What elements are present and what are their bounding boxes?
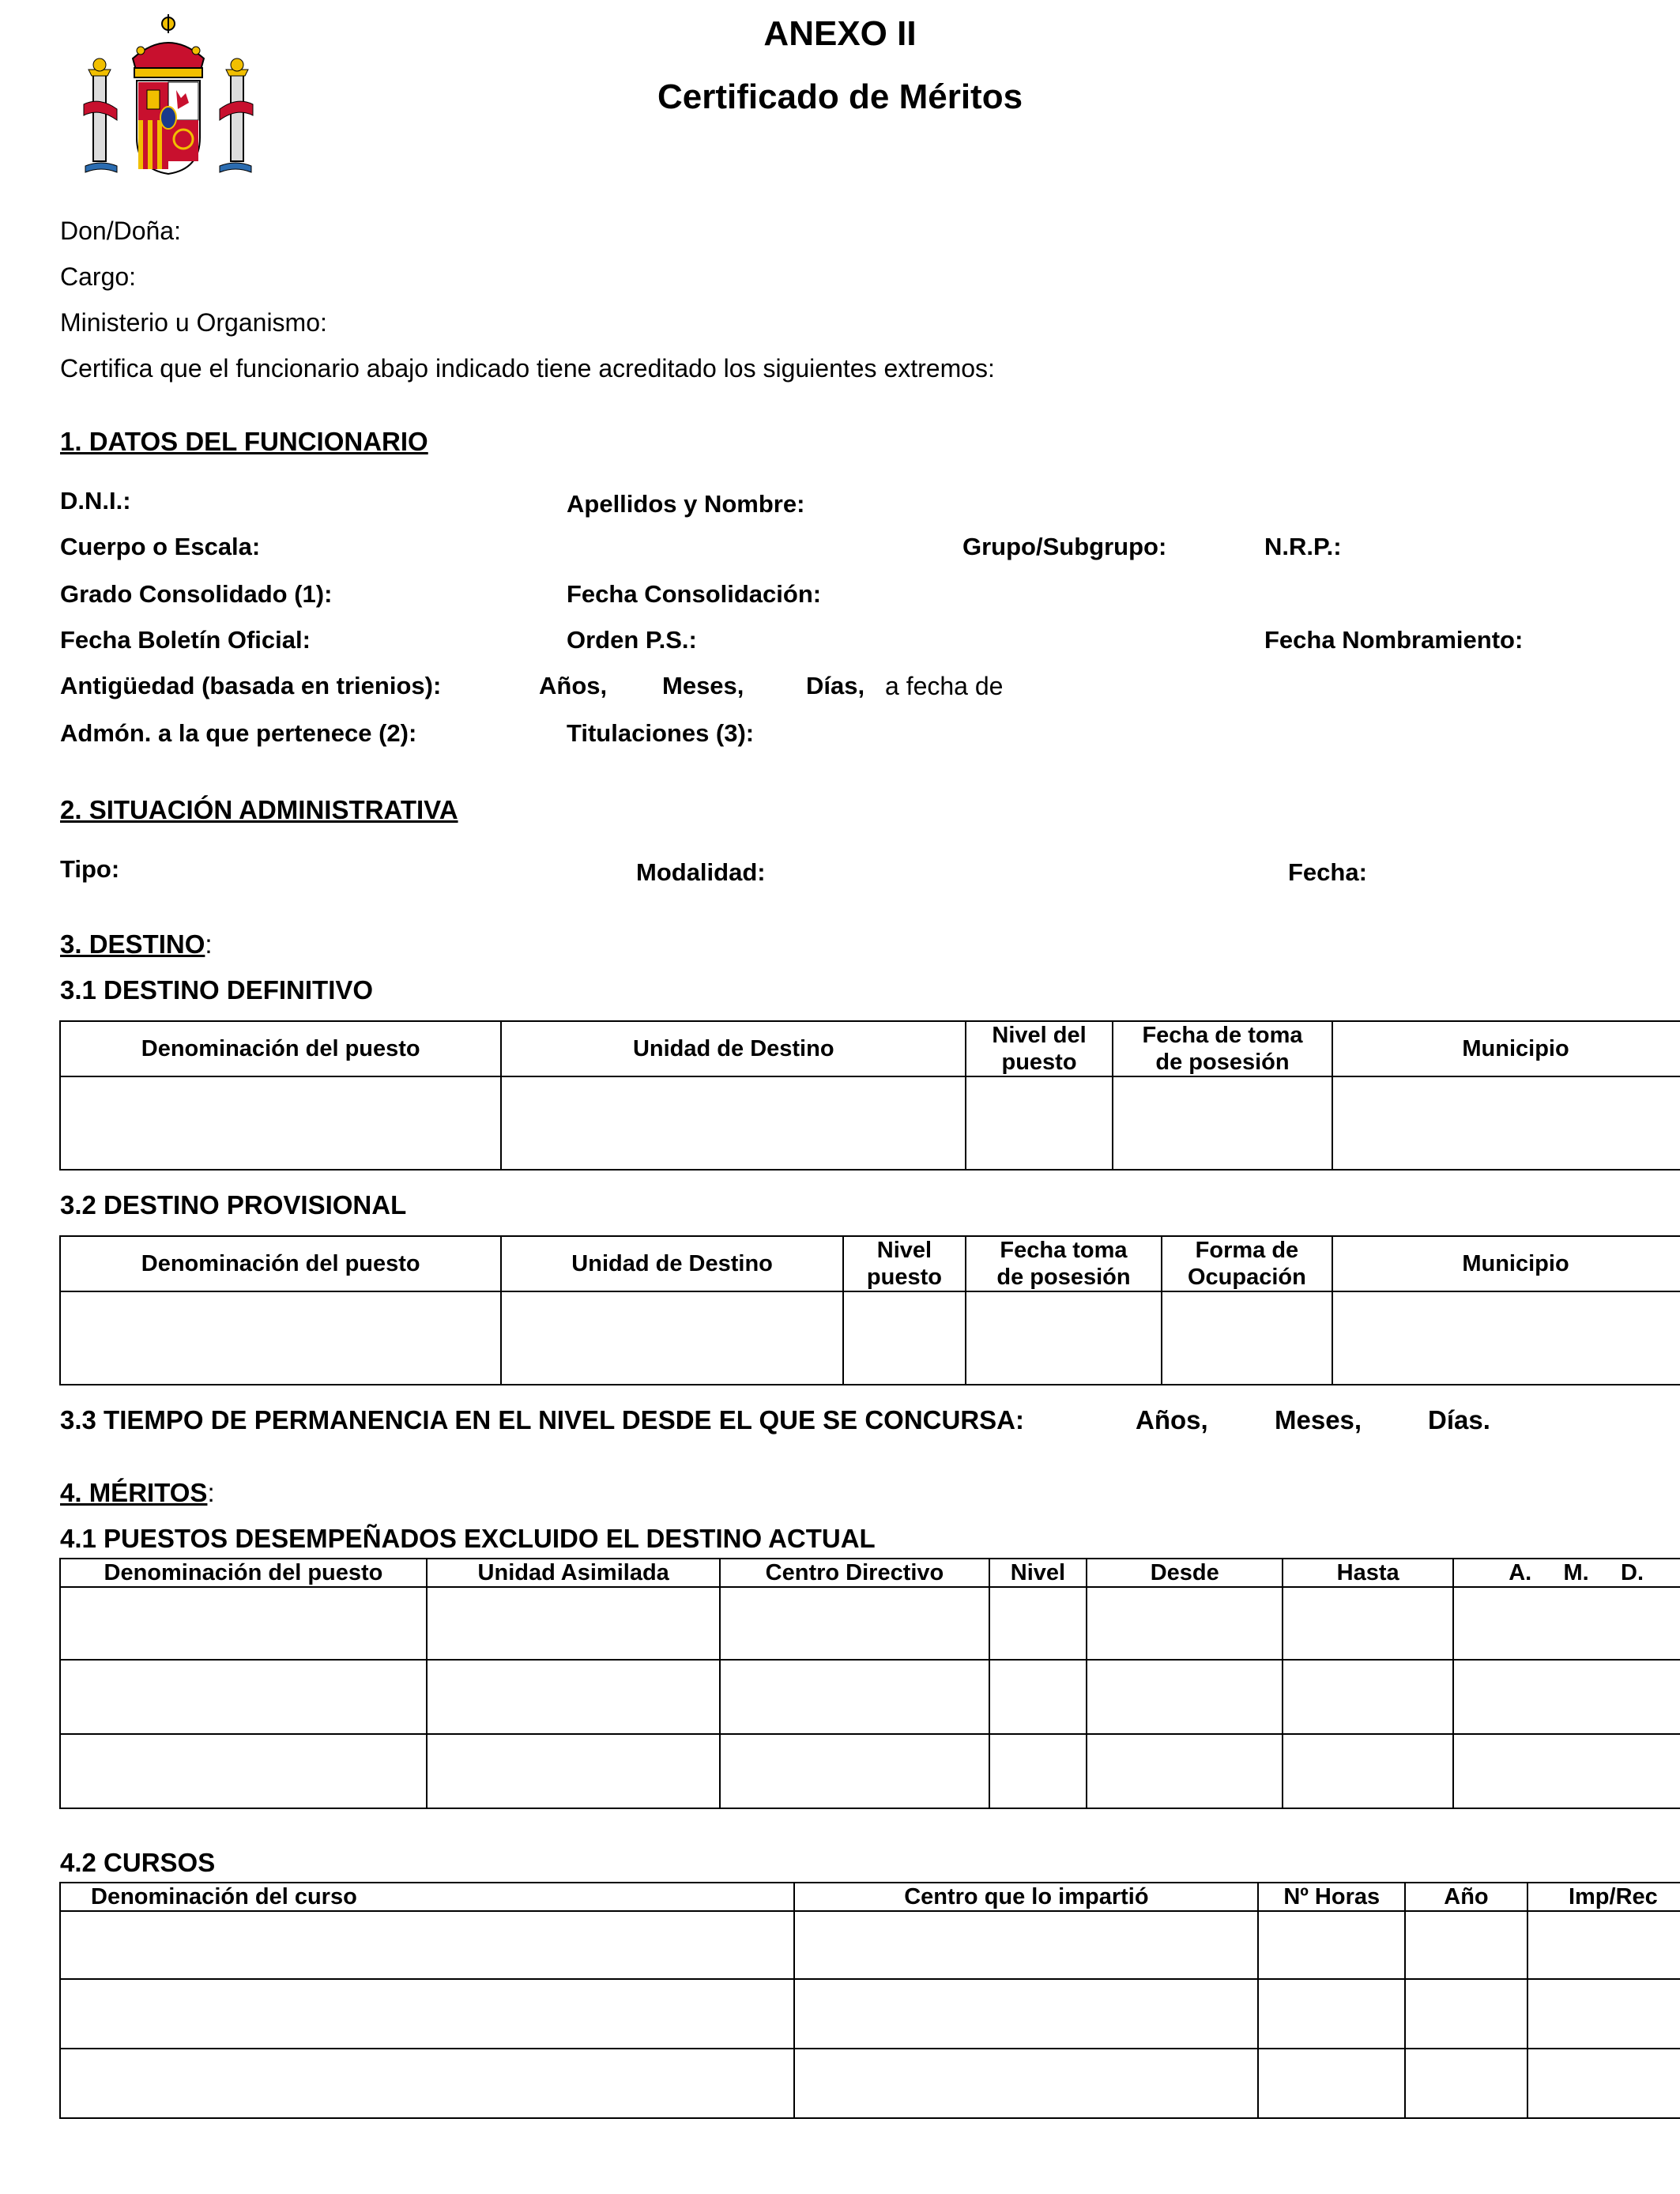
table-row: [60, 2049, 1680, 2118]
table-cell[interactable]: [794, 1911, 1258, 1979]
table-cell[interactable]: [1332, 1076, 1680, 1170]
table-cell[interactable]: [794, 1979, 1258, 2049]
table-cell[interactable]: [1087, 1660, 1283, 1734]
section-3-title: [60, 929, 213, 959]
definitive-destination-table: [59, 1020, 1680, 1171]
nrp-label: N.R.P.:: [1264, 533, 1342, 560]
table-header: Denominación del puesto: [60, 1236, 501, 1291]
certifier-name-label: Don/Doña:: [60, 217, 181, 245]
table-cell[interactable]: [1087, 1587, 1283, 1660]
table-row: [60, 1979, 1680, 2049]
table-header: Forma de Ocupación: [1162, 1236, 1332, 1291]
table-cell[interactable]: [60, 1734, 427, 1808]
section-4-1-title: 4.1 PUESTOS DESEMPEÑADOS EXCLUIDO EL DESTINO ACTUAL: [60, 1524, 876, 1553]
section-3-2-title: 3.2 DESTINO PROVISIONAL: [60, 1190, 407, 1220]
order-label: Orden P.S.:: [567, 626, 697, 654]
table-cell[interactable]: [60, 1979, 794, 2049]
table-cell[interactable]: [843, 1291, 966, 1385]
permanence-months-label: Meses,: [1275, 1405, 1362, 1434]
previous-positions-table: [59, 1558, 1680, 1809]
table-header: Centro Directivo: [720, 1559, 989, 1587]
corps-label: Cuerpo o Escala:: [60, 533, 261, 560]
table-cell[interactable]: [60, 2049, 794, 2118]
table-header: Nº Horas: [1258, 1883, 1405, 1911]
section-3-3-title: 3.3 TIEMPO DE PERMANENCIA EN EL NIVEL DESDE EL QUE SE CONCURSA:: [60, 1405, 1024, 1434]
seniority-months-label: Meses,: [662, 672, 744, 699]
table-cell[interactable]: [1453, 1734, 1680, 1808]
grade-label: Grado Consolidado (1):: [60, 580, 333, 608]
table-cell[interactable]: [720, 1587, 989, 1660]
provisional-destination-table: [59, 1235, 1680, 1385]
table-cell[interactable]: [501, 1291, 842, 1385]
section-4-title: [60, 1478, 215, 1508]
table-header: Nivel puesto: [843, 1236, 966, 1291]
table-cell[interactable]: [720, 1660, 989, 1734]
situation-date-label: Fecha:: [1288, 858, 1367, 886]
table-header: Nivel: [989, 1559, 1087, 1587]
table-cell[interactable]: [1405, 1979, 1527, 2049]
group-label: Grupo/Subgrupo:: [962, 533, 1167, 560]
section-4-title-text: 4. MÉRITOS: [60, 1478, 208, 1507]
degrees-label: Titulaciones (3):: [567, 719, 755, 747]
as-of-date-label: a fecha de: [885, 672, 1004, 700]
table-header: Denominación del puesto: [60, 1559, 427, 1587]
situation-type-label: Tipo:: [60, 855, 120, 883]
table-cell[interactable]: [989, 1660, 1087, 1734]
table-cell[interactable]: [1405, 2049, 1527, 2118]
table-header: Centro que lo impartió: [794, 1883, 1258, 1911]
administration-label: Admón. a la que pertenece (2):: [60, 719, 417, 747]
situation-modality-label: Modalidad:: [636, 858, 766, 886]
table-cell[interactable]: [966, 1076, 1113, 1170]
table-cell[interactable]: [60, 1587, 427, 1660]
table-cell[interactable]: [1162, 1291, 1332, 1385]
table-row: [60, 1076, 1680, 1170]
table-header: Imp/Rec: [1527, 1883, 1680, 1911]
table-header: Nivel del puesto: [966, 1021, 1113, 1076]
table-cell[interactable]: [1527, 1911, 1680, 1979]
certification-statement: Certifica que el funcionario abajo indicado tiene acreditado los siguientes extremos:: [60, 354, 995, 383]
bulletin-date-label: Fecha Boletín Oficial:: [60, 626, 311, 654]
table-row: [60, 1587, 1680, 1660]
table-header: Municipio: [1332, 1236, 1680, 1291]
section-3-title-text: 3. DESTINO: [60, 929, 205, 959]
permanence-days-label: Días.: [1428, 1405, 1490, 1434]
table-header: Unidad de Destino: [501, 1021, 966, 1076]
certifier-ministry-label: Ministerio u Organismo:: [60, 308, 327, 337]
table-cell[interactable]: [1283, 1660, 1453, 1734]
table-cell[interactable]: [1453, 1660, 1680, 1734]
table-header: Unidad Asimilada: [427, 1559, 721, 1587]
table-header: Municipio: [1332, 1021, 1680, 1076]
section-1-title: 1. DATOS DEL FUNCIONARIO: [60, 427, 428, 456]
section-3-1-title: 3.1 DESTINO DEFINITIVO: [60, 975, 374, 1005]
appointment-date-label: Fecha Nombramiento:: [1264, 626, 1524, 654]
seniority-years-label: Años,: [539, 672, 608, 699]
table-header: Desde: [1087, 1559, 1283, 1587]
table-cell[interactable]: [966, 1291, 1162, 1385]
table-cell[interactable]: [989, 1734, 1087, 1808]
seniority-label: Antigüedad (basada en trienios):: [60, 672, 442, 699]
table-cell[interactable]: [1527, 1979, 1680, 2049]
section-4-2-title: 4.2 CURSOS: [60, 1848, 216, 1877]
table-header: Fecha toma de posesión: [966, 1236, 1162, 1291]
dni-label: D.N.I.:: [60, 487, 131, 515]
grade-date-label: Fecha Consolidación:: [567, 580, 822, 608]
table-row: [60, 1291, 1680, 1385]
table-cell[interactable]: [989, 1587, 1087, 1660]
table-cell[interactable]: [427, 1660, 721, 1734]
table-cell[interactable]: [1258, 2049, 1405, 2118]
table-row: [60, 1911, 1680, 1979]
table-cell[interactable]: [1453, 1587, 1680, 1660]
table-header: Fecha de toma de posesión: [1113, 1021, 1332, 1076]
table-header: Hasta: [1283, 1559, 1453, 1587]
courses-table: [59, 1882, 1680, 2119]
section-4-title-colon: :: [207, 1478, 215, 1507]
table-cell[interactable]: [501, 1076, 966, 1170]
full-name-label: Apellidos y Nombre:: [567, 490, 805, 518]
table-cell[interactable]: [427, 1587, 721, 1660]
certifier-position-label: Cargo:: [60, 262, 137, 291]
document-title: Certificado de Méritos: [657, 77, 1023, 116]
table-cell[interactable]: [1283, 1587, 1453, 1660]
table-row: [60, 1734, 1680, 1808]
table-header: Denominación del puesto: [60, 1021, 501, 1076]
table-cell[interactable]: [794, 2049, 1258, 2118]
table-cell[interactable]: [1258, 1979, 1405, 2049]
table-cell[interactable]: [1087, 1734, 1283, 1808]
table-cell[interactable]: [60, 1660, 427, 1734]
table-cell[interactable]: [1283, 1734, 1453, 1808]
table-cell[interactable]: [1405, 1911, 1527, 1979]
table-cell[interactable]: [427, 1734, 721, 1808]
table-header: A. M. D.: [1453, 1559, 1680, 1587]
table-header: Denominación del curso: [60, 1883, 794, 1911]
section-2-title: 2. SITUACIÓN ADMINISTRATIVA: [60, 795, 458, 824]
table-cell[interactable]: [1332, 1291, 1680, 1385]
table-cell[interactable]: [1113, 1076, 1332, 1170]
table-cell[interactable]: [1527, 2049, 1680, 2118]
section-3-title-colon: :: [205, 929, 213, 959]
annex-title: ANEXO II: [763, 14, 917, 53]
table-cell[interactable]: [60, 1911, 794, 1979]
seniority-days-label: Días,: [806, 672, 865, 699]
table-cell[interactable]: [1258, 1911, 1405, 1979]
table-cell[interactable]: [60, 1076, 501, 1170]
table-header: Unidad de Destino: [501, 1236, 842, 1291]
table-cell[interactable]: [720, 1734, 989, 1808]
table-cell[interactable]: [60, 1291, 501, 1385]
permanence-years-label: Años,: [1136, 1405, 1208, 1434]
table-header: Año: [1405, 1883, 1527, 1911]
table-row: [60, 1660, 1680, 1734]
